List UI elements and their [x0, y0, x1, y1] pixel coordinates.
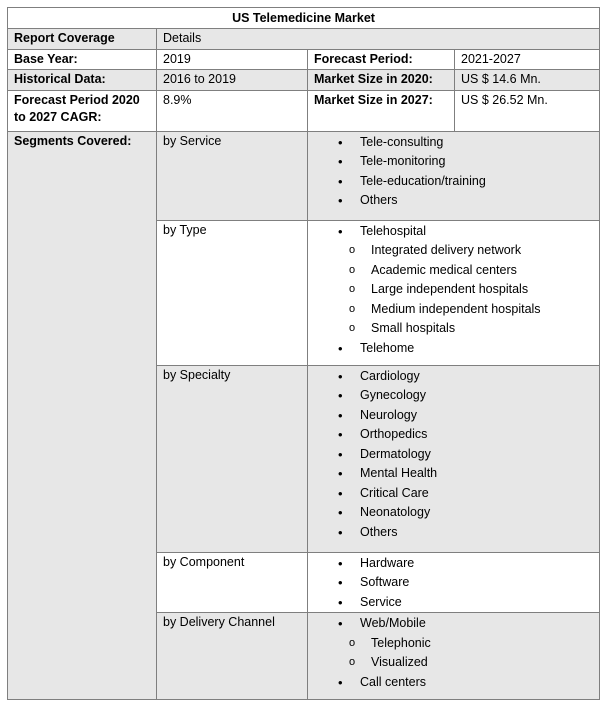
list-item: o Large independent hospitals	[338, 280, 593, 300]
cagr-label: Forecast Period 2020 to 2027 CAGR:	[8, 90, 157, 131]
market-size-2020-label: Market Size in 2020:	[308, 70, 455, 91]
list-item: • Hardware	[338, 554, 593, 574]
segment-items-delivery-channel	[308, 613, 600, 700]
market-size-2027-label: Market Size in 2027:	[308, 90, 455, 131]
list-item: o Medium independent hospitals	[338, 300, 593, 320]
header-report-coverage: Report Coverage	[8, 29, 157, 50]
list-item: • Neonatology	[338, 503, 593, 523]
list-item: • Orthopedics	[338, 425, 593, 445]
list-item: • Tele-consulting	[338, 133, 593, 153]
list-item: • Critical Care	[338, 484, 593, 504]
list-item: • Web/Mobile	[338, 614, 593, 634]
segment-name: by Delivery Channel	[157, 613, 308, 700]
segment-name: by Type	[157, 220, 308, 365]
market-size-2027-value: US $ 26.52 Mn.	[455, 90, 600, 131]
base-year-value: 2019	[157, 49, 308, 70]
list-item: o Integrated delivery network	[338, 241, 593, 261]
list-item: • Call centers	[338, 673, 593, 693]
forecast-period-label: Forecast Period:	[308, 49, 455, 70]
header-details: Details	[157, 29, 600, 50]
list-item: • Telehome	[338, 339, 593, 359]
list-item: • Tele-monitoring	[338, 152, 593, 172]
list-item: • Dermatology	[338, 445, 593, 465]
base-year-label: Base Year:	[8, 49, 157, 70]
segment-name: by Service	[157, 131, 308, 220]
list-item: • Neurology	[338, 406, 593, 426]
segment-items-component	[308, 552, 600, 613]
list-item: • Gynecology	[338, 386, 593, 406]
list-item: o Academic medical centers	[338, 261, 593, 281]
list-item: o Telephonic	[338, 634, 593, 654]
forecast-period-value: 2021-2027	[455, 49, 600, 70]
list-item: • Tele-education/training	[338, 172, 593, 192]
list-item: • Others	[338, 523, 593, 543]
list-item: • Software	[338, 573, 593, 593]
segment-items-specialty	[308, 365, 600, 552]
list-item: • Others	[338, 191, 593, 211]
segment-items-service	[308, 131, 600, 220]
market-size-2020-value: US $ 14.6 Mn.	[455, 70, 600, 91]
list-item: • Telehospital	[338, 222, 593, 242]
table-title: US Telemedicine Market	[8, 8, 600, 29]
list-item: • Service	[338, 593, 593, 613]
list-item: • Mental Health	[338, 464, 593, 484]
cagr-value: 8.9%	[157, 90, 308, 131]
historical-data-value: 2016 to 2019	[157, 70, 308, 91]
segment-items-type	[308, 220, 600, 365]
list-item: o Small hospitals	[338, 319, 593, 339]
historical-data-label: Historical Data:	[8, 70, 157, 91]
segment-name: by Specialty	[157, 365, 308, 552]
segments-covered-label: Segments Covered:	[8, 131, 157, 700]
list-item: o Visualized	[338, 653, 593, 673]
segment-name: by Component	[157, 552, 308, 613]
market-report-table	[7, 7, 600, 700]
list-item: • Cardiology	[338, 367, 593, 387]
